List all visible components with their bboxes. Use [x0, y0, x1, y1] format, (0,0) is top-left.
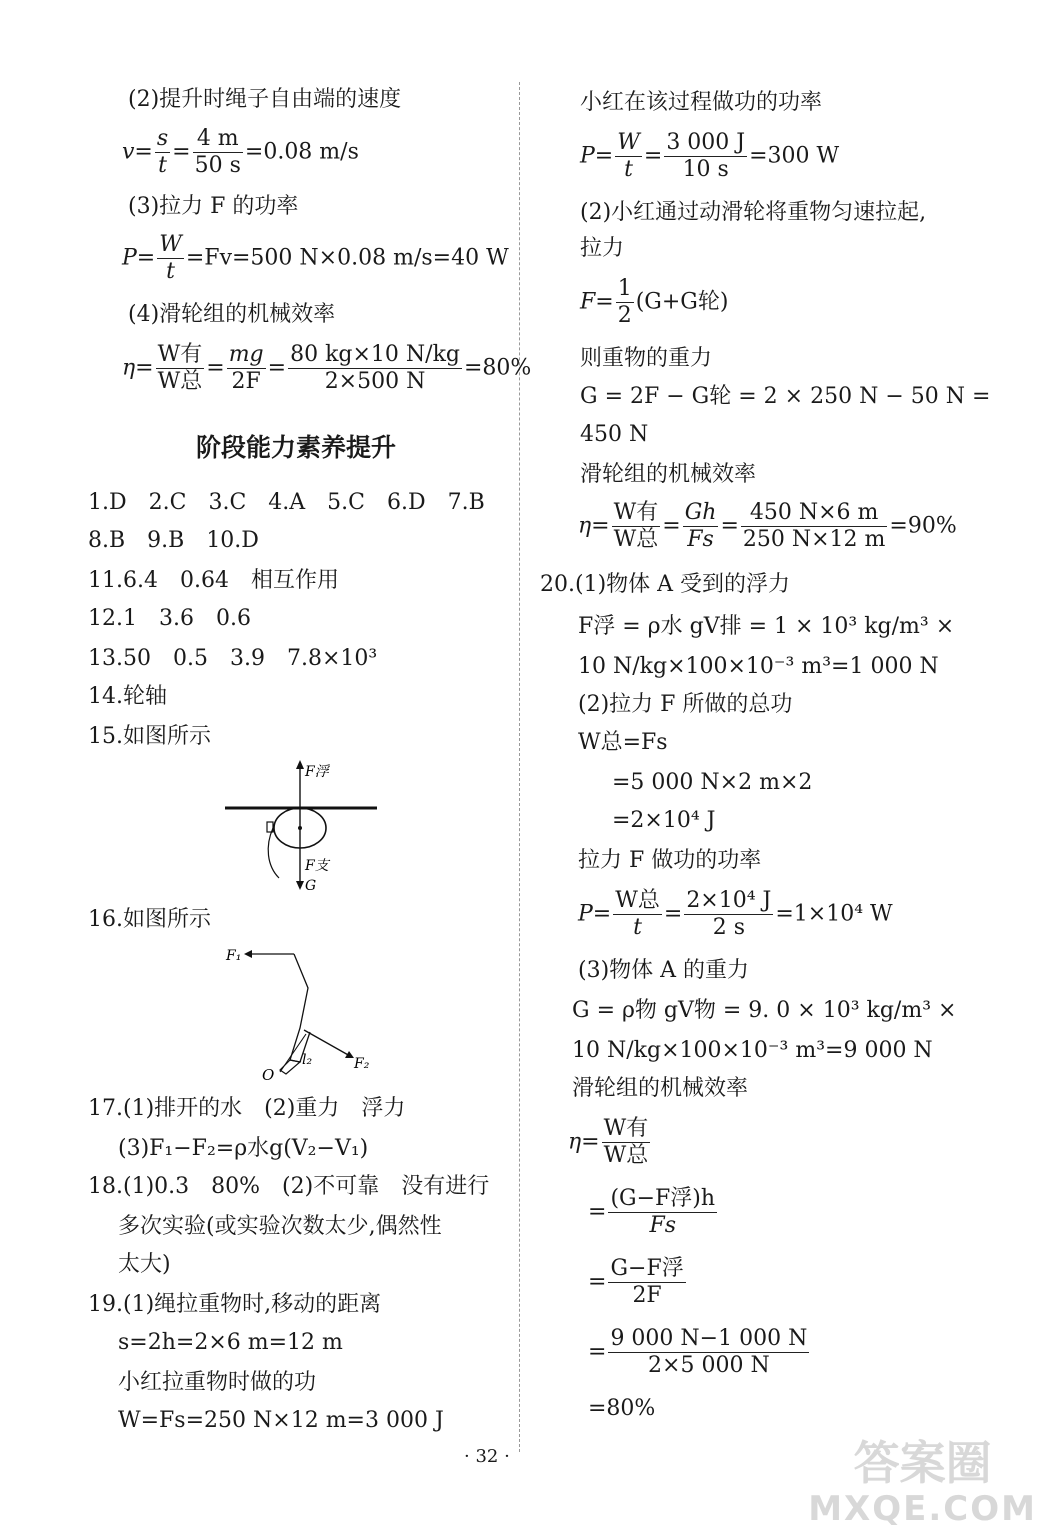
- answer-19a: 19.(1)绳拉重物时,移动的距离: [88, 1292, 382, 1317]
- answer-20-1: 20.(1)物体 A 受到的浮力: [540, 572, 791, 597]
- column-divider: [519, 82, 520, 1452]
- efficiency-step-2: = (G−F浮)h Fs: [588, 1186, 716, 1238]
- answer-18b: 多次实验(或实验次数太少,偶然性: [118, 1214, 442, 1239]
- right-line-7: G = 2F − G轮 = 2 × 250 N − 50 N =: [580, 384, 991, 409]
- answer-1-7: 1.D 2.C 3.C 4.A 5.C 6.D 7.B: [88, 490, 485, 515]
- label-f-support: F支: [305, 858, 329, 874]
- answer-15: 15.如图所示: [88, 724, 211, 749]
- answer-20-3: (3)物体 A 的重力: [578, 958, 750, 983]
- answer-20-power-label: 拉力 F 做功的功率: [578, 848, 762, 873]
- answer-17b: (3)F₁−F₂=ρ水g(V₂−V₁): [118, 1136, 369, 1161]
- right-line-1: 小红在该过程做功的功率: [580, 90, 823, 115]
- answer-18a: 18.(1)0.3 80% (2)不可靠 没有进行: [88, 1174, 490, 1199]
- answer-14: 14.轮轴: [88, 684, 167, 709]
- right-line-3: (2)小红通过动滑轮将重物匀速拉起,: [580, 200, 927, 225]
- watermark: [808, 1436, 1037, 1532]
- efficiency-formula-left: η= W有 W总 = $\frac{mg}{2F}$ = $\frac{80 kg\times 10 N/kg}{2\times 500 N}$ =80%: [122, 342, 532, 394]
- right-line-6: 则重物的重力: [580, 346, 713, 371]
- answer-20-efficiency-label: 滑轮组的机械效率: [572, 1076, 749, 1101]
- power-formula: P= $\frac{W}{t}$ =Fv=500 N×0.08 m/s=40 W: [122, 232, 509, 284]
- answer-20-2: (2)拉力 F 所做的总功: [578, 692, 793, 717]
- answer-20-work: W总=Fs: [578, 730, 668, 755]
- efficiency-step-3: = G−F浮 2F: [588, 1256, 684, 1308]
- label-f1: F₁: [226, 948, 242, 964]
- label-f-float: F浮: [305, 764, 329, 780]
- answer-20-gravity-2: 10 N/kg×100×10⁻³ m³=9 000 N: [572, 1038, 933, 1063]
- answer-19c: 小红拉重物时做的功: [118, 1370, 317, 1395]
- answer-20-buoyancy-2: 10 N/kg×100×10⁻³ m³=1 000 N: [578, 654, 939, 679]
- efficiency-formula-right: η= W有 W总 = $\frac{Gh}{Fs}$ = $\frac{450 N\times 6 m}{250 N\times 12 m}$ =90%: [578, 500, 957, 552]
- left-line-3: (3)拉力 F 的功率: [128, 194, 299, 219]
- answer-13: 13.50 0.5 3.9 7.8×10³: [88, 646, 378, 671]
- answer-16: 16.如图所示: [88, 907, 211, 932]
- answer-20-buoyancy: F浮 = ρ水 gV排 = 1 × 10³ kg/m³ ×: [578, 614, 955, 639]
- label-o: O: [262, 1066, 275, 1084]
- answer-17a: 17.(1)排开的水 (2)重力 浮力: [88, 1096, 406, 1121]
- answer-20-work-2: =5 000 N×2 m×2: [612, 770, 813, 795]
- velocity-formula: v= $\frac{s}{t}$ = $\frac{4 m}{50 s}$ =0.08 m/s: [122, 126, 359, 178]
- right-line-9: 滑轮组的机械效率: [580, 462, 757, 487]
- answer-18c: 太大): [118, 1252, 171, 1277]
- answer-20-gravity: G = ρ物 gV物 = 9. 0 × 10³ kg/m³ ×: [572, 998, 957, 1023]
- answer-12: 12.1 3.6 0.6: [88, 606, 251, 631]
- figure-15-diagram: [215, 756, 395, 900]
- answer-11: 11.6.4 0.64 相互作用: [88, 568, 339, 593]
- answer-19b: s=2h=2×6 m=12 m: [118, 1330, 343, 1355]
- answer-19d: W=Fs=250 N×12 m=3 000 J: [118, 1408, 444, 1433]
- answer-20-work-3: =2×10⁴ J: [612, 808, 716, 833]
- efficiency-step-4: = $\frac{9 000 N-1 000 N}{2\times 5 000 N}$: [588, 1326, 808, 1378]
- efficiency-step-1: η= W有 W总: [568, 1116, 649, 1168]
- power-formula-right: P= $\frac{W}{t}$ = $\frac{3 000 J}{10 s}$ =300 W: [580, 130, 840, 182]
- left-line-1: (2)提升时绳子自由端的速度: [128, 87, 402, 112]
- page-number: · 32 ·: [464, 1446, 510, 1467]
- label-g: G: [305, 878, 317, 894]
- section-heading: 阶段能力素养提升: [196, 433, 397, 462]
- figure-16-diagram: [220, 938, 390, 1086]
- force-formula: F= $\frac{1}{2}$ (G+G轮): [580, 276, 729, 328]
- label-l2: l₂: [302, 1052, 313, 1068]
- label-f2: F₂: [354, 1056, 370, 1072]
- left-line-5: (4)滑轮组的机械效率: [128, 302, 336, 327]
- right-line-8: 450 N: [580, 422, 649, 447]
- watermark-bottom: MXQE.COM: [808, 1489, 1037, 1529]
- right-line-4: 拉力: [580, 236, 625, 261]
- watermark-top: 答案圈: [853, 1436, 992, 1490]
- answer-8-10: 8.B 9.B 10.D: [88, 528, 259, 553]
- efficiency-result: =80%: [588, 1396, 656, 1421]
- power-formula-20: P= W总 t = $\frac{\text{2×10⁴ J}}{2 s}$ =1×10⁴ W: [578, 888, 893, 940]
